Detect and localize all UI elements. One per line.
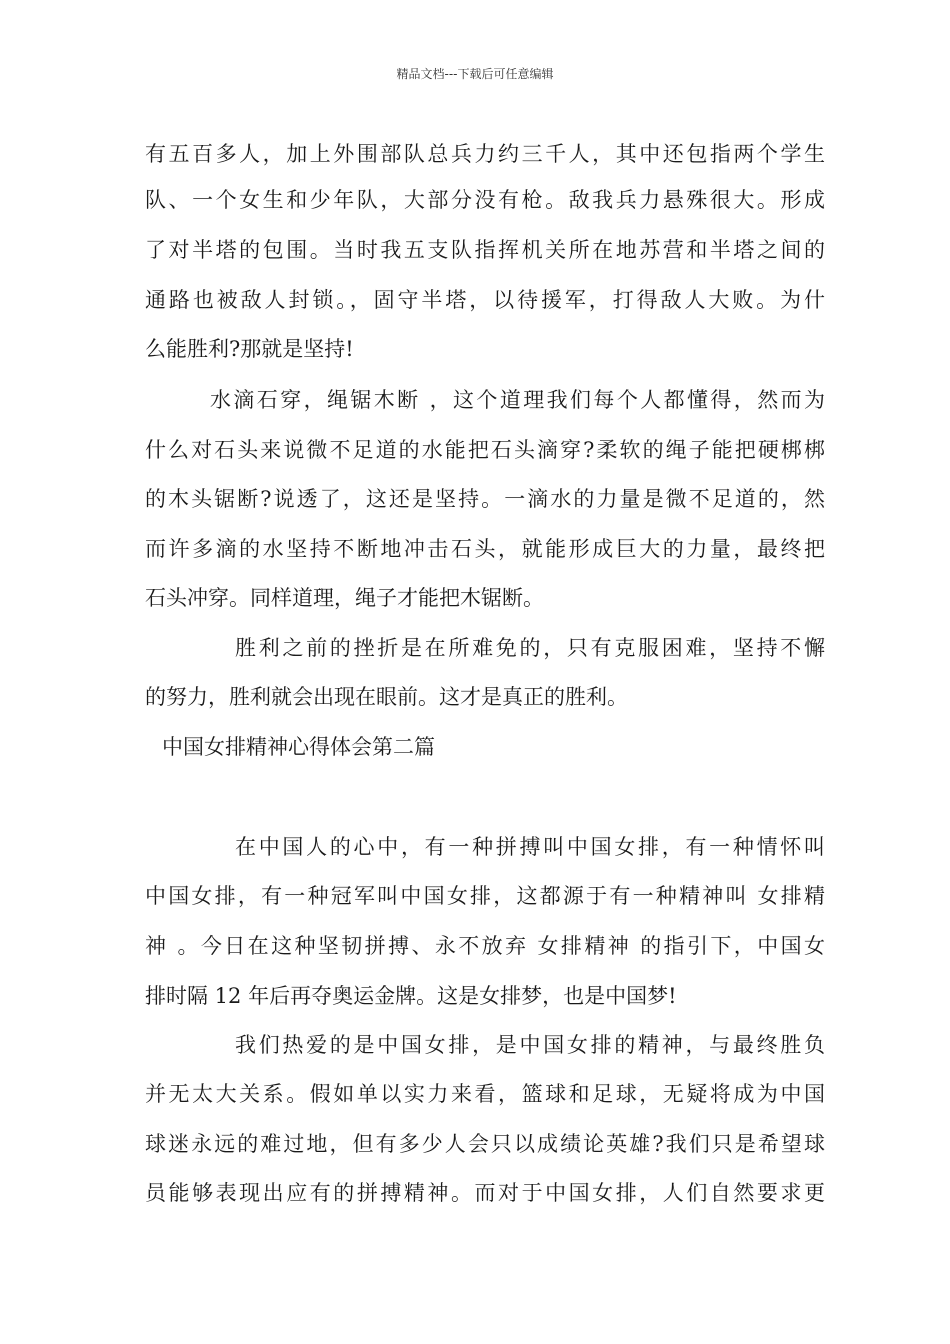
text-line: 有五百多人，加上外围部队总兵力约三千人，其中还包指两个学生 (145, 142, 825, 166)
text-line: 神 。今日在这种坚韧拼搏、永不放弃 女排精神 的指引下，中国女 (145, 934, 825, 958)
text-line: 我们热爱的是中国女排，是中国女排的精神，与最终胜负 (235, 1033, 825, 1057)
text-line: 么能胜利?那就是坚持! (145, 337, 354, 361)
text-line: 的木头锯断?说透了，这还是坚持。一滴水的力量是微不足道的，然 (145, 487, 825, 511)
text-line: 中国女排，有一种冠军叫中国女排，这都源于有一种精神叫 女排精 (145, 884, 825, 908)
text-line: 在中国人的心中，有一种拼搏叫中国女排，有一种情怀叫 (235, 835, 825, 859)
text-line: 员能够表现出应有的拼搏精神。而对于中国女排，人们自然要求更 (145, 1181, 825, 1205)
text-line: 队、一个女生和少年队，大部分没有枪。敌我兵力悬殊很大。形成 (145, 188, 825, 212)
text-line: 水滴石穿，绳锯木断 ，这个道理我们每个人都懂得，然而为 (210, 388, 825, 412)
page-header: 精品文档---下载后可任意编辑 (396, 67, 554, 81)
text-line: 胜利之前的挫折是在所难免的，只有克服困难，坚持不懈 (235, 636, 825, 660)
text-line: 通路也被敌人封锁。，固守半塔，以待援军，打得敌人大败。为什 (145, 288, 825, 312)
text-line: 而许多滴的水坚持不断地冲击石头，就能形成巨大的力量，最终把 (145, 537, 825, 561)
section-heading: 中国女排精神心得体会第二篇 (162, 735, 435, 759)
text-line: 什么对石头来说微不足道的水能把石头滴穿?柔软的绳子能把硬梆梆 (145, 438, 825, 462)
text-line: 的努力，胜利就会出现在眼前。这才是真正的胜利。 (145, 685, 628, 709)
text-line: 并无太大关系。假如单以实力来看，篮球和足球，无疑将成为中国 (145, 1082, 825, 1106)
text-line: 石头冲穿。同样道理，绳子才能把木锯断。 (145, 586, 544, 610)
text-line: 了对半塔的包围。当时我五支队指挥机关所在地苏营和半塔之间的 (145, 238, 825, 262)
text-line: 排时隔 12 年后再夺奥运金牌。这是女排梦，也是中国梦! (145, 984, 677, 1008)
text-line: 球迷永远的难过地，但有多少人会只以成绩论英雄?我们只是希望球 (145, 1132, 825, 1156)
